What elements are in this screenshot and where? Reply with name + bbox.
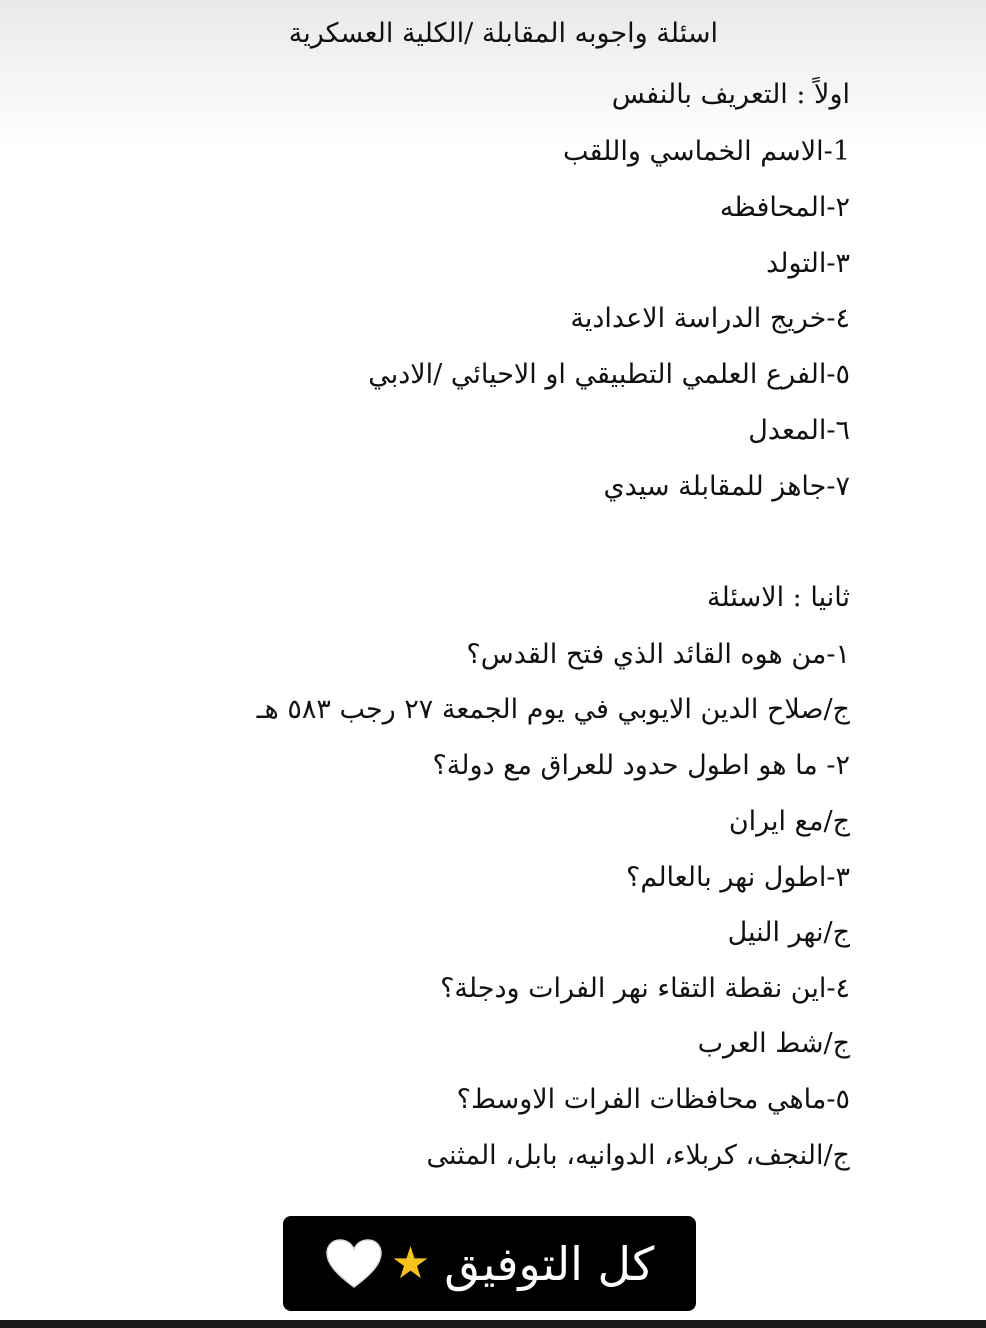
star-icon: ★ bbox=[390, 1238, 431, 1289]
answer-3: ج/نهر النيل bbox=[727, 917, 850, 948]
section1-item-6: ٦-المعدل bbox=[748, 415, 850, 446]
section2-heading: ثانيا : الاسئلة bbox=[707, 582, 850, 613]
answer-4: ج/شط العرب bbox=[697, 1028, 850, 1059]
question-3: ٣-اطول نهر بالعالم؟ bbox=[626, 862, 850, 893]
section1-heading: اولاً : التعريف بالنفس bbox=[611, 79, 850, 110]
question-1: ١-من هوه القائد الذي فتح القدس؟ bbox=[466, 639, 850, 670]
bottom-bar bbox=[0, 1320, 986, 1328]
answer-5: ج/النجف، كربلاء، الدوانيه، بابل، المثنى bbox=[426, 1140, 850, 1171]
section1-item-7: ٧-جاهز للمقابلة سيدي bbox=[603, 471, 850, 502]
answer-1: ج/صلاح الدين الايوبي في يوم الجمعة ٢٧ رجب ٥٨٣ هـ bbox=[256, 694, 850, 725]
section1-item-5: ٥-الفرع العلمي التطبيقي او الاحيائي /الادبي bbox=[368, 359, 850, 390]
answer-2: ج/مع ايران bbox=[728, 806, 850, 837]
good-luck-text: كل التوفيق bbox=[444, 1236, 655, 1291]
section1-item-2: ٢-المحافظه bbox=[719, 192, 850, 223]
section1-item-3: ٣-التولد bbox=[766, 248, 850, 279]
good-luck-banner bbox=[283, 1216, 696, 1311]
section1-item-1: 1-الاسم الخماسي واللقب bbox=[563, 136, 850, 167]
question-5: ٥-ماهي محافظات الفرات الاوسط؟ bbox=[456, 1084, 850, 1115]
question-4: ٤-اين نقطة التقاء نهر الفرات ودجلة؟ bbox=[440, 973, 850, 1004]
white-heart-icon bbox=[325, 1239, 383, 1289]
question-2: ٢- ما هو اطول حدود للعراق مع دولة؟ bbox=[432, 750, 850, 781]
section1-item-4: ٤-خريج الدراسة الاعدادية bbox=[570, 303, 850, 334]
document-title: اسئلة واجوبه المقابلة /الكلية العسكرية bbox=[288, 18, 718, 49]
